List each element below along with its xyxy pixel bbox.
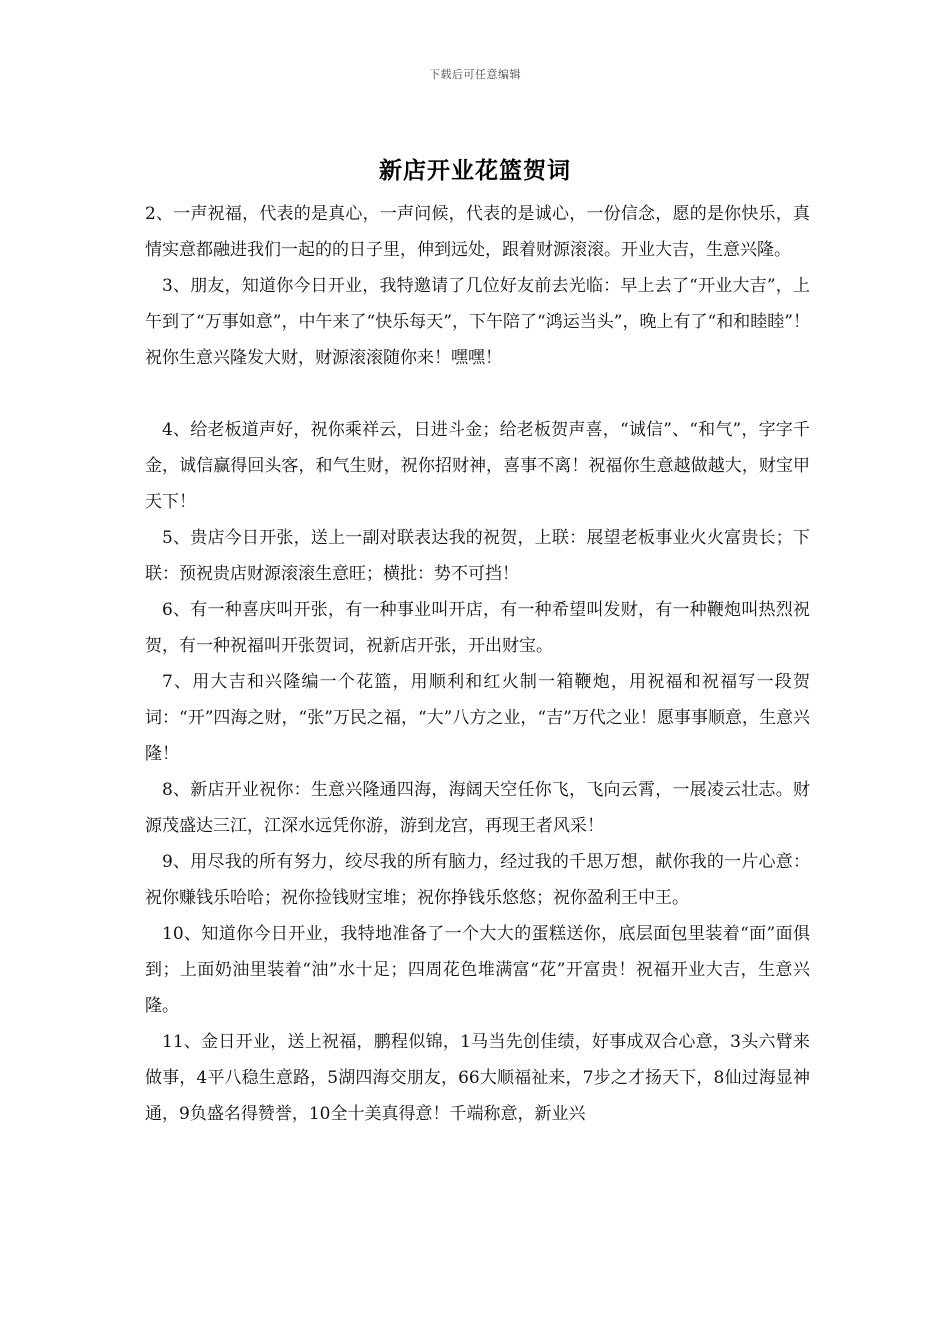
paragraph-5: 5、贵店今日开张，送上一副对联表达我的祝贺，上联：展望老板事业火火富贵长；下联：预祝贵店财源滚滚生意旺；横批：势不可挡！ bbox=[145, 528, 810, 584]
paragraph-4: 4、给老板道声好，祝你乘祥云，日进斗金；给老板贺声喜，“诚信”、“和气”，字字千金，诚信赢得回头客，和气生财，祝你招财神，喜事不离！祝福你生意越做越大，财宝甲天下！ bbox=[145, 420, 810, 512]
paragraph-7: 7、用大吉和兴隆编一个花篮，用顺利和红火制一箱鞭炮，用祝福和祝福写一段贺词：“开”四海之财，“张”万民之福，“大”八方之业，“吉”万代之业！愿事事顺意，生意兴隆！ bbox=[145, 672, 810, 764]
paragraph-11: 11、金日开业，送上祝福，鹏程似锦，1马当先创佳绩，好事成双合心意，3头六臂来做事，4平八稳生意路，5湖四海交朋友，66大顺福祉来，7步之才扬天下，8仙过海显神通，9负盛名得赞誉，10全十美真得意！千端称意，新业兴 bbox=[145, 1032, 810, 1124]
blank-line bbox=[145, 376, 810, 412]
header-note: 下载后可任意编辑 bbox=[429, 68, 521, 81]
paragraph-9: 9、用尽我的所有努力，绞尽我的所有脑力，经过我的千思万想，献你我的一片心意：祝你赚钱乐哈哈；祝你捡钱财宝堆；祝你挣钱乐悠悠；祝你盈利王中王。 bbox=[145, 852, 810, 908]
paragraph-6: 6、有一种喜庆叫开张，有一种事业叫开店，有一种希望叫发财，有一种鞭炮叫热烈祝贺，有一种祝福叫开张贺词，祝新店开张，开出财宝。 bbox=[145, 600, 810, 656]
paragraph-2: 2、一声祝福，代表的是真心，一声问候，代表的是诚心，一份信念，愿的是你快乐，真情实意都融进我们一起的的日子里，伸到远处，跟着财源滚滚。开业大吉，生意兴隆。 bbox=[145, 204, 810, 260]
paragraph-10: 10、知道你今日开业，我特地准备了一个大大的蛋糕送你，底层面包里装着“面”面俱到；上面奶油里装着“油”水十足；四周花色堆满富“花”开富贵！祝福开业大吉，生意兴隆。 bbox=[145, 924, 810, 1016]
document-title: 新店开业花篮贺词 bbox=[379, 157, 571, 184]
paragraph-3: 3、朋友，知道你今日开业，我特邀请了几位好友前去光临：早上去了“开业大吉”，上午到了“万事如意”，中午来了“快乐每天”，下午陪了“鸿运当头”，晚上有了“和和睦睦”！祝你生意兴隆发大财，财源滚滚随你来！嘿嘿！ bbox=[145, 276, 810, 368]
paragraph-8: 8、新店开业祝你：生意兴隆通四海，海阔天空任你飞，飞向云霄，一展凌云壮志。财源茂盛达三江，江深水远凭你游，游到龙宫，再现王者风采！ bbox=[145, 780, 810, 836]
document-body bbox=[145, 196, 810, 1132]
